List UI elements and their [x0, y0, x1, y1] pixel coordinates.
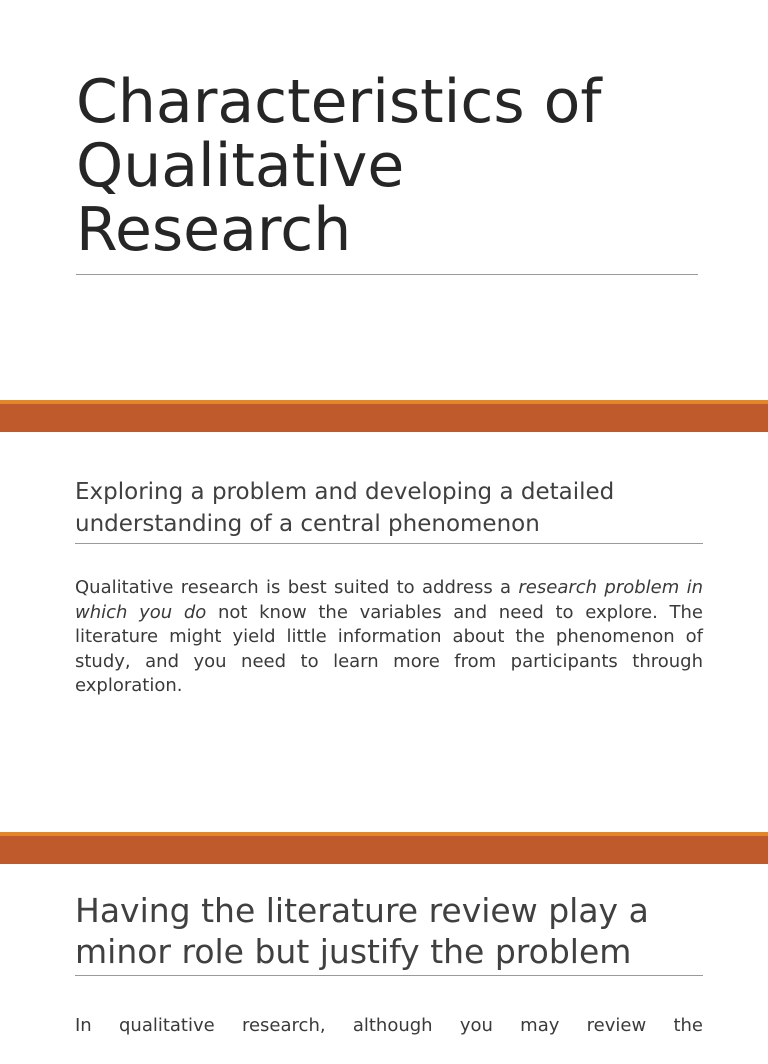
- heading-underline: [75, 975, 703, 976]
- title-underline: [76, 274, 698, 275]
- slide-heading: Having the literature review play a minor role but justify the problem: [75, 891, 649, 971]
- slide-body-text: In qualitative research, although you may review the: [75, 1015, 703, 1036]
- slide-exploring-problem: [0, 432, 768, 832]
- body-text-italic: research problem in which you do: [75, 577, 703, 623]
- body-text-part: not know the variables and need to explore. The literature might yield little information about the phenomenon of study, and you need to learn more from participants through exploration.: [75, 601, 703, 696]
- slide-divider-band: [0, 832, 768, 864]
- body-text-part: Qualitative research is best suited to address a: [75, 577, 519, 598]
- slide-title-heading: Characteristics of Qualitative Research: [76, 67, 602, 265]
- slide-title: [0, 0, 768, 400]
- slide-divider-band: [0, 400, 768, 432]
- heading-underline: [75, 543, 703, 544]
- slide-heading: Exploring a problem and developing a detailed understanding of a central phenomenon: [75, 479, 615, 537]
- slide-body-text: [75, 576, 703, 699]
- slide-literature-review: [0, 864, 768, 1064]
